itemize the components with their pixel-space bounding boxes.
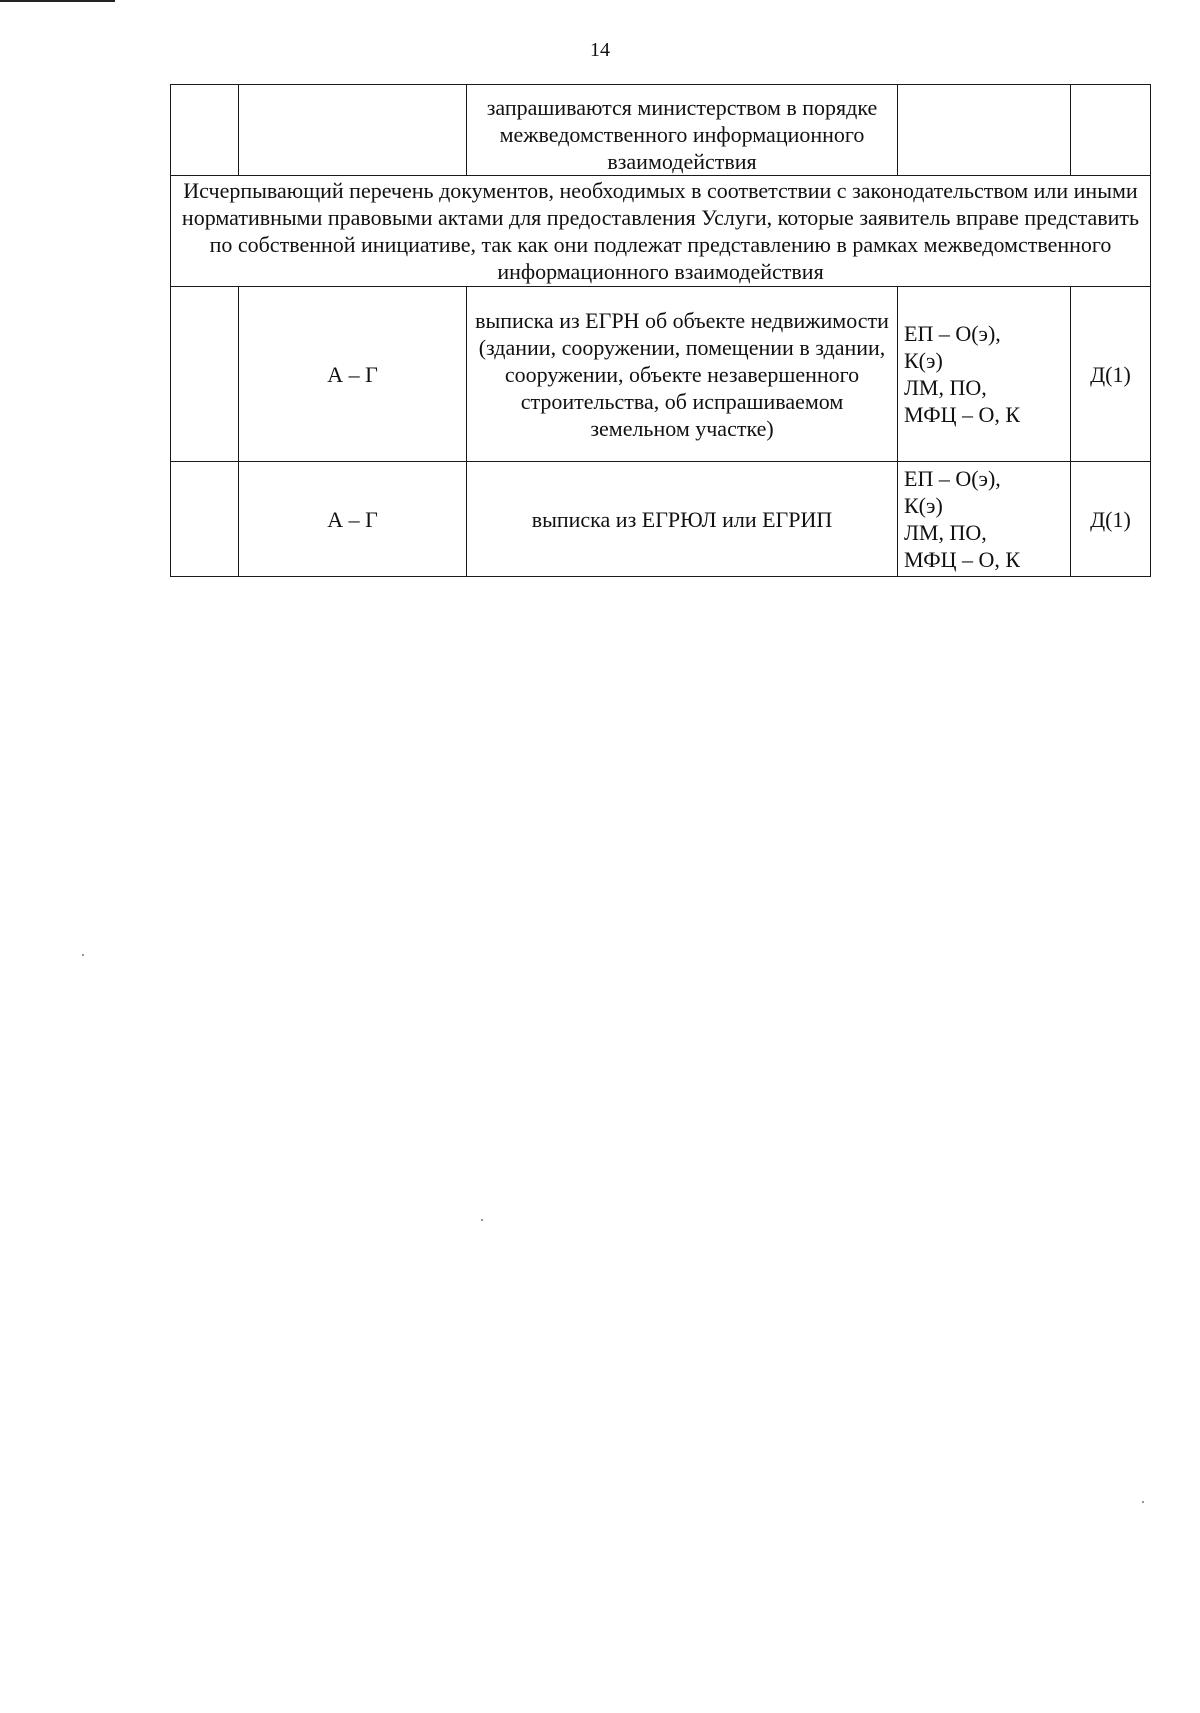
cell-number [171, 85, 239, 176]
way-line: К(э) [904, 348, 943, 373]
way-line: МФЦ – О, К [904, 402, 1021, 427]
way-line: ЛМ, ПО, [904, 520, 987, 545]
cell-submission-way [898, 85, 1071, 176]
table-row-continuation [171, 85, 1151, 176]
way-line: К(э) [904, 493, 943, 518]
cell-applicant [239, 85, 467, 176]
scan-speck [481, 1219, 483, 1221]
section-header-row [171, 176, 1151, 287]
documents-table [170, 84, 1151, 577]
page-number: 14 [590, 39, 610, 61]
cell-applicant: А – Г [239, 462, 467, 577]
cell-submission-way [898, 462, 1071, 577]
cell-number [171, 462, 239, 577]
way-line: ЕП – О(э), [904, 466, 1001, 491]
top-rule [0, 0, 115, 2]
way-line: ЕП – О(э), [904, 321, 1001, 346]
cell-document: запрашиваются министерством в порядке межведомственного информационного взаимодействия [467, 85, 898, 176]
cell-document: выписка из ЕГРН об объекте недвижимости (здании, сооружении, помещении в здании, сооружении, объекте незавершенного строительства, об испрашиваемом земельном участке) [467, 287, 898, 462]
scan-speck [82, 954, 84, 956]
table-row [171, 287, 1151, 462]
way-line: МФЦ – О, К [904, 547, 1021, 572]
way-line: ЛМ, ПО, [904, 375, 987, 400]
cell-document-type: Д(1) [1071, 462, 1151, 577]
section-header: Исчерпывающий перечень документов, необходимых в соответствии с законодательством или иными нормативными правовыми актами для предоставления Услуги, которые заявитель вправе представить по собственной инициативе, так как они подлежат представлению в рамках межведомственного информационного взаимодействия [171, 176, 1151, 287]
cell-number [171, 287, 239, 462]
scan-speck [1142, 1501, 1144, 1503]
cell-document-type: Д(1) [1071, 287, 1151, 462]
cell-submission-way [898, 287, 1071, 462]
cell-applicant: А – Г [239, 287, 467, 462]
cell-document: выписка из ЕГРЮЛ или ЕГРИП [467, 462, 898, 577]
table-row [171, 462, 1151, 577]
cell-document-type [1071, 85, 1151, 176]
